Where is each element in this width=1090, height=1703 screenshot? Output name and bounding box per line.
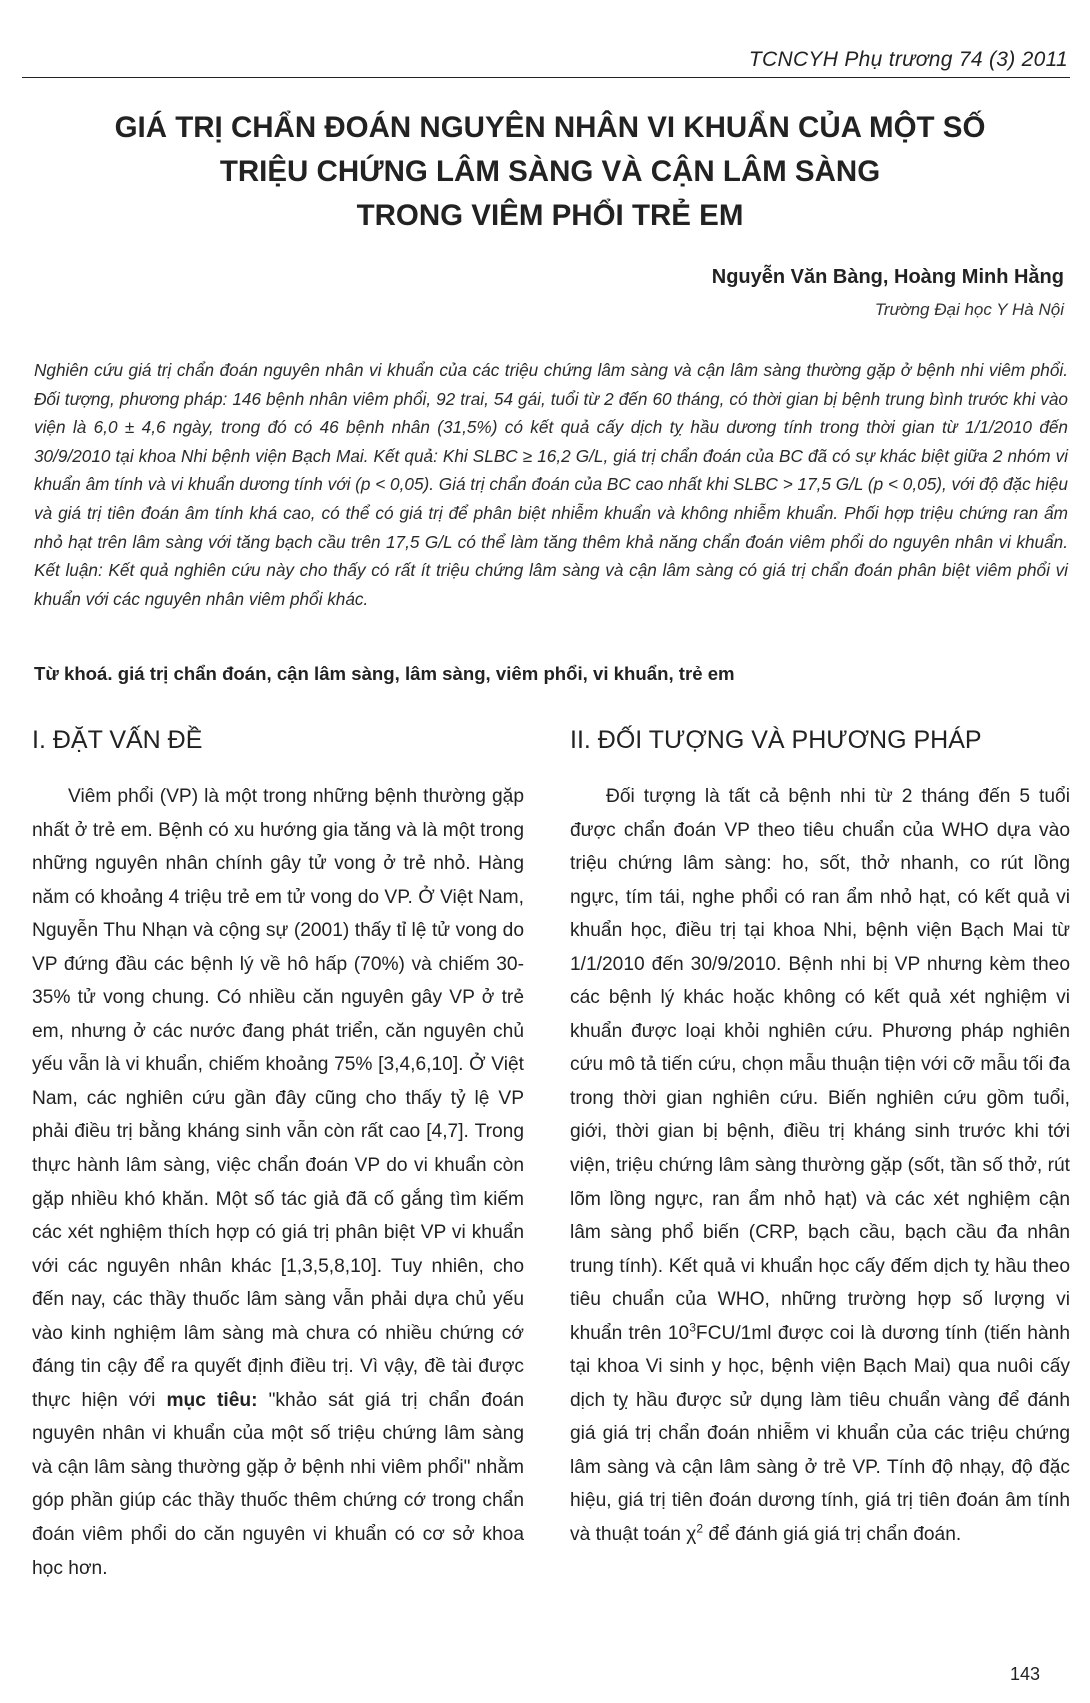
affiliation: Trường Đại học Y Hà Nội [874, 300, 1064, 319]
methods-text-part: để đánh giá giá trị chẩn đoán. [703, 1524, 962, 1546]
intro-text-part: "khảo sát giá trị chẩn đoán nguyên nhân vi khuẩn của một số triệu chứng lâm sàng và cận lâm sàng thường gặp ở bệnh nhi viêm phổi" nhằm góp phần giúp các thầy thuốc thêm chứng cớ trong chẩn đoán viêm phổi do căn nguyên vi khuẩn có cơ sở khoa học hơn. [32, 1389, 524, 1579]
methods-text-part: Đối tượng là tất cả bệnh nhi từ 2 tháng đến 5 tuổi được chẩn đoán VP theo tiêu chuẩn của WHO dựa vào triệu chứng lâm sàng: ho, sốt, thở nhanh, co rút lồng ngực, tím tái, nghe phổi có ran ẩm nhỏ hạt, có kết quả vi khuẩn học, điều trị tại khoa Nhi, bệnh viện Bạch Mai từ 1/1/2010 đến 30/9/2010. Bệnh nhi bị VP nhưng kèm theo các bệnh lý khác hoặc không có kết quả xét nghiệm vi khuẩn được loại khỏi nghiên cứu. Phương pháp nghiên cứu mô tả tiến cứu, chọn mẫu thuận tiện với cỡ mẫu tối đa trong thời gian nghiên cứu. Biến nghiên cứu gồm tuổi, giới, thời gian bị bệnh, điều trị kháng sinh trước khi tới viện, triệu chứng lâm sàng thường gặp (sốt, tần số thở, rút lõm lồng ngực, ran ẩm nhỏ hạt) và các xét nghiệm cận lâm sàng phổ biến (CRP, bạch cầu, bạch cầu đa nhân trung tính). Kết quả vi khuẩn học cấy đếm dịch tỵ hầu theo tiêu chuẩn của WHO, những trường hợp số lượng vi khuẩn trên 10 [570, 786, 1070, 1344]
objective-label: mục tiêu: [166, 1389, 258, 1411]
section-heading-methods: II. ĐỐI TƯỢNG VÀ PHƯƠNG PHÁP [570, 726, 982, 754]
page-number: 143 [1010, 1664, 1041, 1684]
abstract: Nghiên cứu giá trị chẩn đoán nguyên nhân vi khuẩn của các triệu chứng lâm sàng và cận lâm sàng thường gặp ở bệnh nhi viêm phổi. Đối tượng, phương pháp: 146 bệnh nhân viêm phổi, 92 trai, 54 gái, tuổi từ 2 đến 60 tháng, có thời gian bị bệnh trung bình trước khi vào viện là 6,0 ± 4,6 ngày, trong đó có 46 bệnh nhân (31,5%) có kết quả cấy dịch tỵ hầu dương tính trong thời gian từ 1/1/2010 đến 30/9/2010 tại khoa Nhi bệnh viện Bạch Mai. Kết quả: Khi SLBC ≥ 16,2 G/L, giá trị chẩn đoán của BC đã có sự khác biệt giữa 2 nhóm vi khuẩn âm tính và vi khuẩn dương tính với (p < 0,05). Giá trị chẩn đoán của BC cao nhất khi SLBC > 17,5 G/L (p < 0,05), với độ đặc hiệu và giá trị tiên đoán âm tính khá cao, có thể có giá trị để phân biệt nhiễm khuẩn và không nhiễm khuẩn. Phối hợp triệu chứng ran ẩm nhỏ hạt trên lâm sàng với tăng bạch cầu trên 17,5 G/L có thể làm tăng thêm khả năng chẩn đoán viêm phổi do nguyên nhân vi khuẩn. Kết luận: Kết quả nghiên cứu này cho thấy có rất ít triệu chứng lâm sàng và cận lâm sàng có giá trị chẩn đoán phân biệt viêm phổi vi khuẩn với các nguyên nhân viêm phổi khác. [34, 360, 1068, 609]
methods-text-part: FCU/1ml được coi là dương tính (tiến hành tại khoa Vi sinh y học, bệnh viện Bạch Mai) qua nuôi cấy dịch tỵ hầu được sử dụng làm tiêu chuẩn vàng để đánh giá giá trị chẩn đoán nhiễm vi khuẩn của các triệu chứng lâm sàng và cận lâm sàng ở trẻ VP. Tính độ nhạy, độ đặc hiệu, giá trị tiên đoán dương tính, giá trị tiên đoán âm tính và thuật toán χ [570, 1322, 1070, 1546]
title-line: TRIỆU CHỨNG LÂM SÀNG VÀ CẬN LÂM SÀNG [219, 155, 881, 188]
introduction-text [32, 780, 524, 1585]
title-line: TRONG VIÊM PHỔI TRẺ EM [356, 199, 744, 232]
methods-text [570, 780, 1070, 1552]
article-title [60, 106, 1040, 238]
exponent: 2 [696, 1521, 704, 1536]
intro-text-part: Viêm phổi (VP) là một trong những bệnh thường gặp nhất ở trẻ em. Bệnh có xu hướng gia tăng và là một trong những nguyên nhân chính gây tử vong ở trẻ nhỏ. Hàng năm có khoảng 4 triệu trẻ em tử vong do VP. Ở Việt Nam, Nguyễn Thu Nhạn và cộng sự (2001) thấy tỉ lệ tử vong do VP đứng đầu các bệnh lý về hô hấp (70%) và chiếm 30-35% tử vong chung. Có nhiều căn nguyên gây VP ở trẻ em, nhưng ở các nước đang phát triển, căn nguyên chủ yếu vẫn là vi khuẩn, chiếm khoảng 75% [3,4,6,10]. Ở Việt Nam, các nghiên cứu gần đây cũng cho thấy tỷ lệ VP phải điều trị bằng kháng sinh vẫn còn rất cao [4,7]. Trong thực hành lâm sàng, việc chẩn đoán VP do vi khuẩn còn gặp nhiều khó khăn. Một số tác giả đã cố gắng tìm kiếm các xét nghiệm thích hợp có giá trị phân biệt VP vi khuẩn với các nguyên nhân khác [1,3,5,8,10]. Tuy nhiên, cho đến nay, các thầy thuốc lâm sàng vẫn phải dựa chủ yếu vào kinh nghiệm lâm sàng mà chưa có nhiều chứng cớ đáng tin cậy để ra quyết định điều trị. Vì vậy, đề tài được thực hiện với [32, 786, 524, 1411]
header-rule [22, 77, 1070, 78]
title-line: GIÁ TRỊ CHẨN ĐOÁN NGUYÊN NHÂN VI KHUẨN CỦA MỘT SỐ [114, 111, 986, 144]
authors: Nguyễn Văn Bàng, Hoàng Minh Hằng [711, 266, 1064, 288]
journal-header: TCNCYH Phụ trương 74 (3) 2011 [748, 48, 1068, 71]
exponent: 3 [689, 1320, 696, 1335]
keywords: Từ khoá. giá trị chẩn đoán, cận lâm sàng, lâm sàng, viêm phổi, vi khuẩn, trẻ em [34, 663, 735, 684]
section-heading-introduction: I. ĐẶT VẤN ĐỀ [32, 726, 203, 754]
